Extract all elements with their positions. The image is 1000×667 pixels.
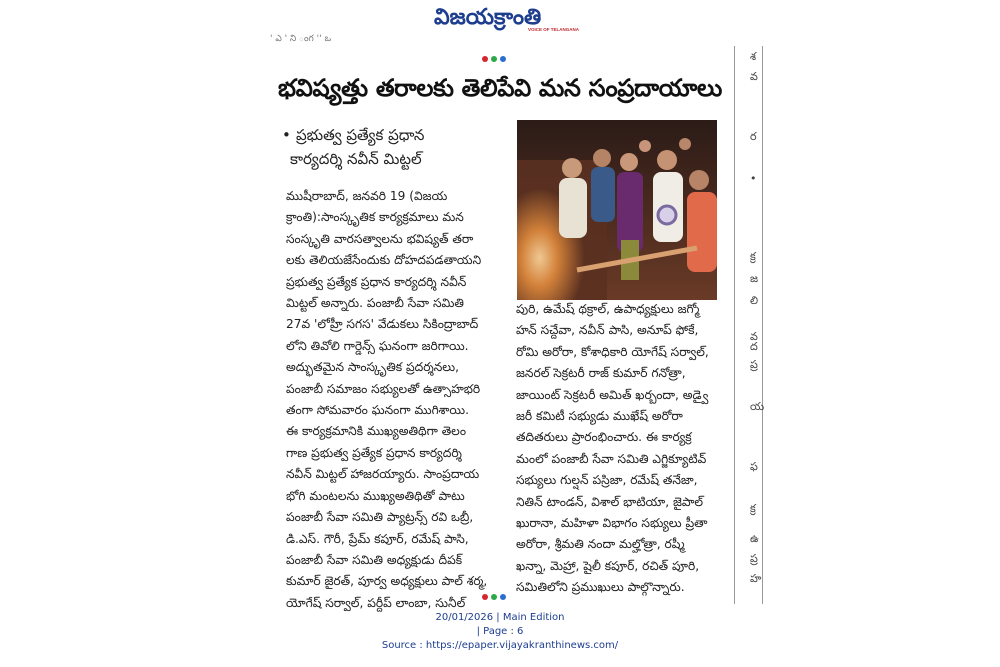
article-subhead: [282, 123, 512, 171]
body-line: జనరల్ సెక్రటరీ రాజ్ కుమార్ గనోత్రా,: [516, 366, 686, 381]
body-line: నితిన్ టాండన్, విశాల్ భాటియా, జైపాల్: [516, 494, 704, 509]
body-line: ఈ కార్యక్రమానికి ముఖ్యఅతిథిగా తెలం: [286, 424, 466, 439]
adjacent-column-fragment: [740, 40, 765, 600]
bullet-icon: •: [282, 126, 291, 144]
logo-text: విజయక్రాంతి: [434, 4, 542, 30]
divider-dots-top: [482, 56, 506, 62]
subhead-line: కార్యదర్శి నవీన్ మిట్టల్: [290, 150, 422, 168]
column-rule: [734, 46, 735, 604]
edge-glyph: •: [750, 172, 757, 185]
red-dot: [482, 56, 488, 62]
page-number: | Page : 6: [476, 626, 524, 637]
body-line: జాయింట్ సెక్రటరీ అమిత్ ఖర్బందా, అడ్వై: [516, 387, 709, 402]
body-line: సభ్యులు గుల్షన్ పస్రిజా, రమేష్ తనేజా,: [516, 473, 698, 488]
edge-glyph: శ: [750, 50, 757, 63]
article-body-right: [516, 299, 726, 599]
edge-glyph: ఫ: [750, 460, 758, 473]
divider-dots-bottom: [482, 594, 506, 600]
body-line: రోమి అరోరా, కోశాధికారి యోగేష్ సర్వాల్,: [516, 344, 709, 359]
body-line: గాణ ప్రభుత్వ ప్రత్యేక ప్రధాన కార్యదర్శి: [286, 445, 462, 460]
body-line: జరీ కమిటీ సభ్యుడు ముఖేష్ అరోరా: [516, 409, 683, 424]
edge-glyph: ప్ర: [750, 552, 758, 565]
edge-glyph: ద: [750, 340, 758, 353]
body-line: ఖురానా, మహిళా విభాగం సభ్యులు ప్రీతా: [516, 516, 708, 531]
body-line: ప్రభుత్వ ప్రత్యేక ప్రధాన కార్యదర్శి నవీన్: [286, 274, 467, 289]
body-line: లకు తెలియజేసేందుకు దోహదపడతాయని: [286, 253, 482, 268]
event-photo: [517, 120, 717, 300]
green-dot: [491, 56, 497, 62]
edge-glyph: య: [750, 400, 765, 413]
edge-glyph: వ: [750, 70, 758, 83]
edge-glyph: హ: [750, 572, 762, 585]
body-line: అద్భుతమైన సాంస్కృతిక ప్రదర్శనలు,: [286, 360, 459, 375]
body-line: తదితరులు ప్రారంభించారు. ఈ కార్యక్ర: [516, 430, 692, 445]
red-dot: [482, 594, 488, 600]
body-line: సంస్కృతి వారసత్వాలను భవిష్యత్ తరా: [286, 231, 474, 246]
source-link[interactable]: Source : https://epaper.vijayakranthinews.com/: [381, 640, 619, 651]
edge-glyph: ర: [750, 130, 757, 143]
body-line: 27వ 'లోహ్రీ సగస' వేడుకలు సికింద్రాబాద్: [286, 317, 479, 332]
edge-glyph: ఉ: [750, 532, 759, 545]
body-line: నవీన్ మిట్టల్ హాజరయ్యారు. సాంప్రదాయ: [286, 467, 480, 482]
edge-glyph: జ: [750, 272, 759, 285]
article-body-left: [286, 186, 512, 614]
body-line: హన్ సచ్దేవా, నవీన్ పాసి, అనూప్ ఫోకే,: [516, 323, 699, 338]
newspaper-logo: [432, 2, 580, 32]
body-line: కుమార్ జైరత్, పూర్వ అధ్యక్షులు పాల్ శర్మ,: [286, 574, 488, 589]
edge-glyph: క్ర: [750, 250, 756, 263]
green-dot: [491, 594, 497, 600]
article-headline: భవిష్యత్తు తరాలకు తెలిపేవి మన సంప్రదాయాలు: [278, 74, 723, 102]
blue-dot: [500, 594, 506, 600]
body-line: పంజాబీ సేవా సమితి అధ్యక్షుడు దీపక్: [286, 552, 463, 567]
body-line: తంగా సోమవారం ఘనంగా ముగిశాయి.: [286, 403, 469, 418]
body-line: మిట్టల్ అన్నారు. పంజాబీ సేవా సమితి: [286, 296, 464, 311]
edge-glyph: లి: [750, 294, 759, 307]
subhead-line: • ప్రభుత్వ ప్రత్యేక ప్రధాన: [282, 123, 512, 147]
date-edition: 20/01/2026 | Main Edition: [435, 612, 565, 623]
body-line: లోని తివోలి గార్డెన్స్ ఘనంగా జరిగాయి.: [286, 338, 469, 353]
body-line: మంలో పంజాబీ సేవా సమితి ఎగ్జిక్యూటివ్: [516, 451, 707, 466]
page-edge-rule: [762, 46, 763, 604]
body-line: పురి, ఉమేష్ థక్రాల్, ఉపాధ్యక్షులు జగ్మో: [516, 302, 700, 316]
body-line: డి.ఎస్. గౌరీ, ప్రేమ్ కపూర్, రమేష్ పాసి,: [286, 531, 469, 546]
edge-glyph: వ: [750, 330, 758, 343]
body-line: క్రాంతి):సాంస్కృతిక కార్యక్రమాలు మన: [286, 210, 464, 225]
previous-page-strip: ' ఎ ' ని ంగ '' ఒ: [270, 34, 332, 44]
edge-glyph: ప్ర: [750, 358, 758, 371]
body-line: అరోరా, శ్రీమతి నందా మల్హోత్రా, రష్మీ: [516, 537, 685, 552]
body-line: ముషీరాబాద్, జనవరి 19 (విజయ: [286, 189, 448, 203]
epaper-footer: [0, 611, 1000, 653]
body-line: భోగి మంటలను ముఖ్యఅతిథితో పాటు: [286, 488, 465, 503]
edge-glyph: క్ర: [750, 502, 756, 515]
body-line: యోగేష్ సర్వాల్, పర్దీప్ లాంబా, సునీల్: [286, 595, 466, 610]
logo-tagline: VOICE OF TELANGANA: [528, 27, 580, 32]
body-line: పంజాబీ సమాజం సభ్యులతో ఉత్సాహభరి: [286, 381, 481, 396]
blue-dot: [500, 56, 506, 62]
body-line: ఖన్నా, మెహ్రా, షైలీ కపూర్, రచిత్ పూరి,: [516, 558, 700, 573]
body-line: పంజాబీ సేవా సమితి ప్యాట్రన్స్ రవి ఒబ్రీ,: [286, 510, 474, 525]
body-line: సమితిలోని ప్రముఖులు పాల్గొన్నారు.: [516, 580, 685, 595]
